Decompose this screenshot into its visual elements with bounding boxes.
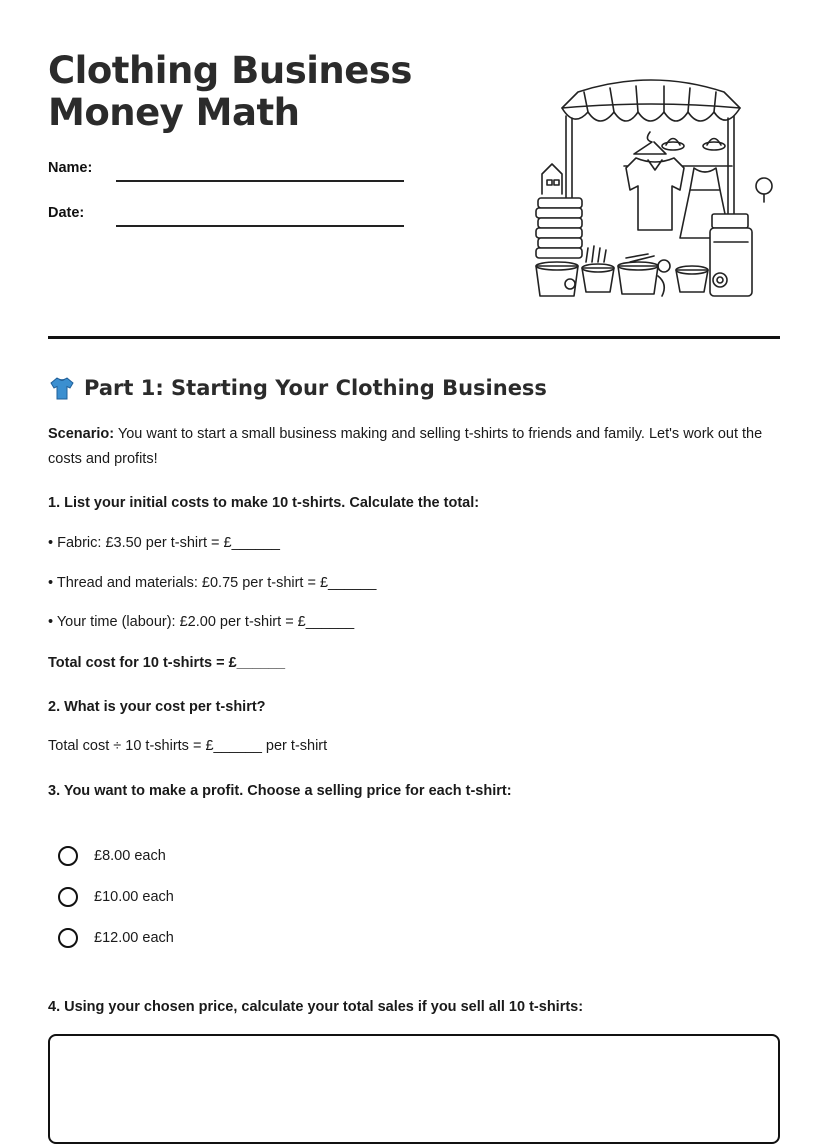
scenario-paragraph xyxy=(48,422,780,472)
price-option-label: £10.00 each xyxy=(94,889,174,905)
radio-circle-icon[interactable] xyxy=(58,887,78,907)
date-label: Date: xyxy=(48,205,85,221)
question-2-prompt: 2. What is your cost per t-shirt? xyxy=(48,699,266,715)
question-3-prompt: 3. You want to make a profit. Choose a selling price for each t-shirt: xyxy=(48,783,512,799)
name-label: Name: xyxy=(48,160,93,176)
clothing-shop-illustration xyxy=(526,70,776,302)
part-1-heading xyxy=(48,374,547,402)
part-1-heading-text: Part 1: Starting Your Clothing Business xyxy=(84,376,547,400)
name-field[interactable] xyxy=(48,160,408,186)
total-sales-answer-box[interactable] xyxy=(48,1034,780,1144)
date-line[interactable] xyxy=(116,225,404,227)
title-line-1: Clothing Business xyxy=(48,49,412,92)
cost-per-shirt-line: Total cost ÷ 10 t-shirts = £______ per t-shirt xyxy=(48,738,328,754)
price-option-8[interactable] xyxy=(58,843,166,869)
cost-item-fabric: • Fabric: £3.50 per t-shirt = £______ xyxy=(48,535,280,551)
scenario-label: Scenario: xyxy=(48,426,115,442)
price-option-10[interactable] xyxy=(58,884,174,910)
total-cost-line: Total cost for 10 t-shirts = £______ xyxy=(48,655,286,671)
scenario-text: You want to start a small business making and selling t-shirts to friends and family. Let's work out the costs and profits! xyxy=(48,426,763,467)
t-shirt-icon xyxy=(48,374,76,402)
name-line[interactable] xyxy=(116,180,404,182)
price-option-label: £12.00 each xyxy=(94,930,174,946)
worksheet-title xyxy=(48,50,412,134)
section-divider xyxy=(48,336,780,339)
price-option-label: £8.00 each xyxy=(94,848,166,864)
date-field[interactable] xyxy=(48,205,408,231)
price-option-12[interactable] xyxy=(58,925,174,951)
cost-item-labour: • Your time (labour): £2.00 per t-shirt = £______ xyxy=(48,614,355,630)
cost-item-thread: • Thread and materials: £0.75 per t-shirt = £______ xyxy=(48,575,377,591)
title-line-2: Money Math xyxy=(48,91,300,134)
question-1-prompt: 1. List your initial costs to make 10 t-shirts. Calculate the total: xyxy=(48,495,480,511)
radio-circle-icon[interactable] xyxy=(58,928,78,948)
radio-circle-icon[interactable] xyxy=(58,846,78,866)
question-4-prompt: 4. Using your chosen price, calculate your total sales if you sell all 10 t-shirts: xyxy=(48,999,584,1015)
